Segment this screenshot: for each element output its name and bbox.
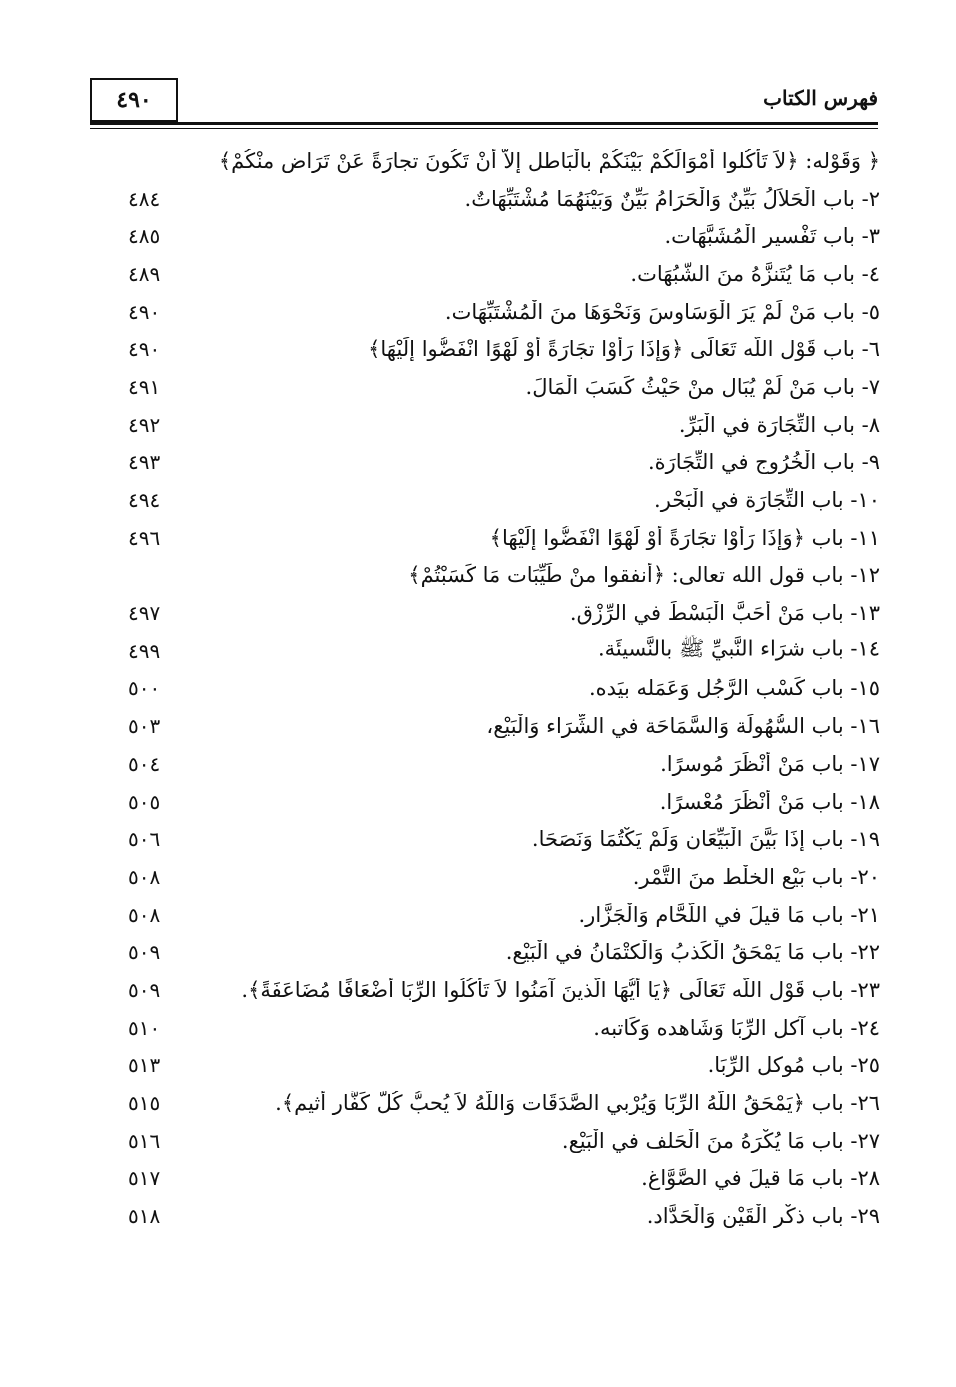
page-header — [90, 78, 878, 124]
toc-entry-title: ٢٥- باب مُوكل الرِّبَا. — [707, 1053, 880, 1078]
toc-entry-title: ٢٣- باب قَوْل اللَّه تَعَالَى ﴿يَا أَيُّهَا الَّذينَ آمَنُوا لاَ تَأْكُلُوا الرِّبَا أَضْعَافًا مُضَاعَفَةً﴾. — [241, 977, 880, 1002]
toc-entry — [110, 971, 880, 1009]
toc-entry-page: ٥٠٩ — [128, 940, 161, 965]
toc-entry-title: ٨- باب التِّجَارَة في الْبَرِّ. — [678, 412, 880, 437]
toc-entry-title: ٢٠- باب بَيْع الخلْط منَ التَّمْر. — [632, 864, 880, 889]
toc-entry — [110, 180, 880, 218]
toc-entry-title: ١٩- باب إذَا بَيَّنَ الْبَيِّعَان وَلَمْ يَكْتُمَا وَنَصَحَا. — [531, 827, 880, 852]
toc-entry-page: ٥١٧ — [128, 1166, 161, 1191]
toc-entry-title: ٢١- باب مَا قيلَ في اللَّحَّام وَالْجَزَّار. — [578, 902, 880, 927]
toc-entry — [110, 255, 880, 293]
toc-entry — [110, 896, 880, 934]
toc-entry-title: ٢٩- باب ذكْر الْقَيْن وَالْحَدَّاد. — [646, 1204, 880, 1229]
toc-entry — [110, 632, 880, 670]
toc-entry-title: ٣- باب تَفْسير الْمُشَبَّهَات. — [664, 224, 880, 249]
toc-entry — [110, 1009, 880, 1047]
toc-entry — [110, 519, 880, 557]
toc-entry-page: ٤٨٥ — [128, 224, 161, 249]
toc-entry-page: ٥١٠ — [128, 1015, 161, 1040]
toc-entry-page: ٥٠٨ — [128, 902, 161, 927]
toc-entry — [110, 1197, 880, 1235]
toc-entry — [110, 1047, 880, 1085]
toc-entry-title: ٢٦- باب ﴿يَمْحَقُ اللَّهُ الرِّبَا وَيُرْبي الصَّدَقَات وَاللَّهُ لاَ يُحبُّ كُلَّ كَفَّارٍ أَثيمٍ﴾. — [275, 1091, 880, 1116]
toc-entry — [110, 1084, 880, 1122]
toc-entry-title: ﴿ وَقَوْله: ﴿لاَ تَأْكُلوا أَمْوَالَكُمْ بَيْنَكُمْ بالْبَاطلِ إلاَّ أَنْ تَكُونَ تجارَةً عَنْ تَرَاضٍ منْكُمْ﴾ — [218, 148, 880, 173]
toc-entry-page: ٤٩٣ — [128, 450, 161, 475]
toc-entry — [110, 1160, 880, 1198]
toc-entry — [110, 217, 880, 255]
toc-entry-title: ١٨- باب مَنْ أَنْظَرَ مُعْسرًا. — [659, 789, 880, 814]
toc-entry — [110, 1122, 880, 1160]
toc-entry — [110, 670, 880, 708]
toc-entry-title: ٢٢- باب مَا يَمْحَقُ الْكَذبُ وَالْكتْمَانُ في الْبَيْع. — [505, 940, 880, 965]
toc-entry-page: ٥٠٩ — [128, 977, 161, 1002]
toc-entry-title: ١٠- باب التِّجَارَة في الْبَحْر. — [654, 488, 880, 513]
toc-entry — [110, 745, 880, 783]
toc-entry-title: ٤- باب مَا يُتَنزَّهُ منَ الشُّبُهَات. — [630, 261, 880, 286]
toc-entry — [110, 481, 880, 519]
toc-entry-title: ٦- باب قَوْل اللَّه تَعَالَى ﴿وَإِذَا رَأَوْا تجَارَةً أَوْ لَهْوًا انْفَضُّوا إِلَيْهَا﴾ — [368, 337, 880, 362]
running-title: فهرس الكتاب — [763, 86, 878, 110]
toc-entry — [110, 293, 880, 331]
toc-entry-page: ٥٠٠ — [128, 676, 161, 701]
toc-entry-title: ١١- باب ﴿وَإِذَا رَأَوْا تجَارَةً أَوْ لَهْوًا انْفَضُّوا إِلَيْهَا﴾ — [489, 525, 880, 550]
toc-entry-page: ٤٩٢ — [128, 412, 161, 437]
toc-entry-page: ٥٠٨ — [128, 864, 161, 889]
toc-entry — [110, 820, 880, 858]
toc-entry-page: ٥١٦ — [128, 1128, 161, 1153]
toc-entry-page: ٤٩٤ — [128, 488, 161, 513]
toc-entry-page: ٤٨٩ — [128, 261, 161, 286]
toc-entry-title: ٢- باب الْحَلاَلُ بَيِّنٌ وَالْحَرَامُ بَيِّنٌ وَبَيْنَهُمَا مُشْتَبِّهَاتٌ. — [464, 186, 880, 211]
toc-entry-page: ٥١٣ — [128, 1053, 161, 1078]
toc-entry-page: ٤٩١ — [128, 374, 161, 399]
toc-entry-title: ١٦- باب السُّهُولَة وَالسَّمَاحَة في الشِّرَاء وَالْبَيْع، — [486, 714, 880, 739]
toc-entry-page: ٥٠٥ — [128, 789, 161, 814]
toc-entry-title: ١٣- باب مَنْ أَحَبَّ الْبَسْطَ في الرِّزْق. — [569, 601, 880, 626]
toc-entry-page: ٤٩٠ — [128, 337, 161, 362]
toc-entry-title: ١٥- باب كَسْب الرَّجُل وَعَمَله بيَده. — [588, 676, 880, 701]
toc-entry — [110, 406, 880, 444]
toc-entry-page: ٤٩٠ — [128, 299, 161, 324]
toc-entry-title: ١٤- باب شرَاء النَّبيِّ ﷺ بالنَّسيئَة. — [597, 636, 880, 661]
toc-entry-page: ٥١٨ — [128, 1204, 161, 1229]
toc-entry-title: ٢٨- باب مَا قيلَ في الصَّوَّاغ. — [641, 1166, 880, 1191]
toc-entry — [110, 330, 880, 368]
toc-entry — [110, 557, 880, 595]
toc-entry-page: ٤٩٩ — [128, 638, 161, 663]
toc-entry-title: ٢٤- باب آكل الرِّبَا وَشَاهده وَكَاتبه. — [593, 1015, 880, 1040]
toc-entry-page: ٤٩٦ — [128, 525, 161, 550]
toc-entry — [110, 707, 880, 745]
toc-entry-title: ١٢- باب قول الله تعالى: ﴿أنفقوا منْ طَيِّبَات مَا كَسَبْتُمْ﴾ — [408, 563, 880, 588]
toc-entry — [110, 858, 880, 896]
header-rule-thin — [90, 128, 878, 129]
toc-entry-page: ٥١٥ — [128, 1091, 161, 1116]
toc-entry — [110, 368, 880, 406]
page-number: ٤٩٠ — [90, 78, 178, 122]
toc-entry-page: ٤٨٤ — [128, 186, 161, 211]
toc-entry — [110, 142, 880, 180]
toc-entry-title: ٢٧- باب مَا يُكْرَهُ منَ الْحَلف في الْبَيْع. — [561, 1128, 880, 1153]
toc-entry-title: ١٧- باب مَنْ أَنْظَرَ مُوسرًا. — [660, 751, 880, 776]
toc-entry-title: ٥- باب مَنْ لَمْ يَرَ الْوَسَاوسَ وَنَحْوَهَا منَ الْمُشْتَبِّهَات. — [444, 299, 880, 324]
toc-entry-title: ٧- باب مَنْ لَمْ يُبَال منْ حَيْثُ كَسَبَ الْمَالَ. — [525, 374, 880, 399]
toc-entry-page: ٤٩٧ — [128, 601, 161, 626]
toc-entry — [110, 933, 880, 971]
toc-entry-page: ٥٠٤ — [128, 751, 161, 776]
toc-entry-title: ٩- باب الْخُرُوج في التِّجَارَة. — [647, 450, 880, 475]
toc-entry — [110, 594, 880, 632]
table-of-contents — [110, 142, 880, 1235]
toc-entry — [110, 444, 880, 482]
toc-entry-page: ٥٠٣ — [128, 714, 161, 739]
toc-entry-page: ٥٠٦ — [128, 827, 161, 852]
toc-entry — [110, 783, 880, 821]
header-rule-thick — [90, 122, 878, 125]
